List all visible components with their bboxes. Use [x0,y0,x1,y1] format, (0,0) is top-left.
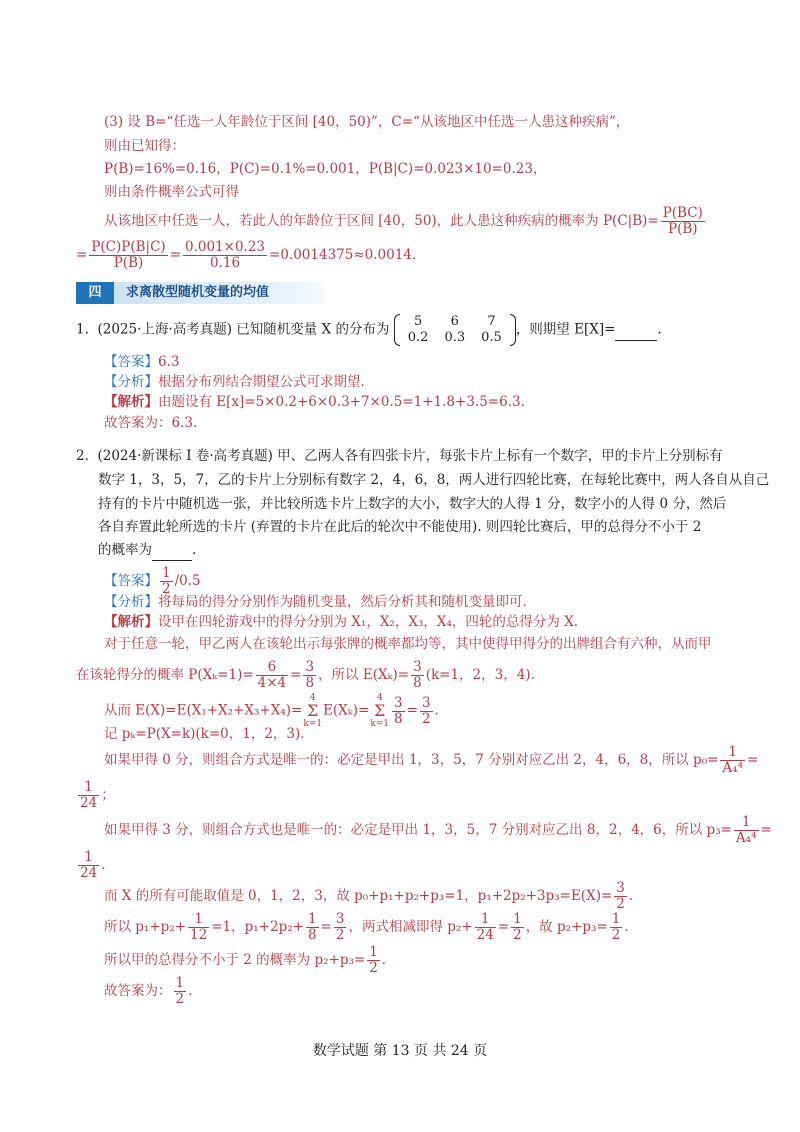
section-header [76,282,324,304]
fraction-pbc-pb: $\frac{P(BC)}{P(B)}$ [662,205,703,237]
fraction-conditional: $\frac{P(C)P(B|C)}{P(B)}$ [91,239,166,271]
part3-line5: 从该地区中任选一人，若此人的年龄位于区间 [40，50)，此人患这种疾病的概率为 P(C|B)= $\frac{P(BC)}{P(B)}$ [104,205,703,237]
answer-blank [152,540,192,561]
q2-s8: 所以 p₁+p₂+ $\frac{1}{12}$ =1，p₁+2p₂+ $\frac{1}{8}$ = $\frac{3}{2}$ ，两式相减即得 p₂+ $\frac{1}{24}$ = $\frac{1}{2}$ ，故 p₂+p₃= $\frac{1}{2}$ . [104,911,629,943]
summation-sign: 4 Σ k=1 [303,693,323,729]
q2-stem-line5: 的概率为 . [98,540,196,561]
q2-s3: 从而 E(X)=E(X₁+X₂+X₃+X₄)=4 Σ k=1E(Xₖ)=4 Σ k=1 $\frac{3}{8}$ = $\frac{3}{2}$ . [104,693,439,729]
q2-s4: 记 pₖ=P(X=k)(k=0，1，2，3). [104,726,305,742]
q2-s7: 而 X 的所有可能取值是 0，1，2，3，故 p₀+p₁+p₂+p₃=1，p₁+2p₂+3p₃=E(X)= $\frac{3}{2}$ . [104,880,634,912]
section-title: 求离散型随机变量的均值 [126,285,270,300]
part3-line6: = $\frac{P(C)P(B|C)}{P(B)}$ = $\frac{0.001\times 0.23}{0.16}$ =0.0014375≈0.0014. [76,239,417,271]
answer-blank [615,320,657,341]
page-footer: 数学试题 第 13 页 共 24 页 [312,1043,488,1059]
fraction-numeric: $\frac{0.001\times 0.23}{0.16}$ [185,239,266,271]
q2-s6: 如果甲得 3 分，则组合方式也是唯一的：必定是甲出 1，3，5，7 分别对应乙出 8，2，4，6，所以 p₃= $\frac{1}{\text{A₄⁴}}$ = [104,814,772,846]
q2-analysis: 【分析】将每局的得分分别作为随机变量，然后分析其和随机变量即可. [104,594,527,610]
q1-answer: 【答案】6.3 [104,354,180,370]
q2-s1: 对于任意一轮，甲乙两人在该轮出示每张牌的概率都均等，其中使得甲得分的出牌组合有六种，从而甲 [104,636,712,652]
q2-stem-line1: 2. (2024·新课标 I 卷·高考真题) 甲、乙两人各有四张卡片，每张卡片上标有一个数字，甲的卡片上分别标有 [76,448,723,464]
section-number: 四 [76,282,114,304]
part3-line2: 则由已知得： [104,138,185,154]
q2-s2: 在该轮得分的概率 P(Xₖ=1)= $\frac{6}{4\times 4}$ = $\frac{3}{8}$ ，所以 E(Xₖ)= $\frac{3}{8}$ (k=1，2，3，4). [76,659,535,691]
q2-s5: 如果甲得 0 分，则组合方式是唯一的：必定是甲出 1，3，5，7 分别对应乙出 2，4，6，8，所以 p₀= $\frac{1}{\text{A₄⁴}}$ = [104,744,759,776]
q2-stem-line2: 数字 1，3，5，7，乙的卡片上分别标有数字 2，4，6，8，两人进行四轮比赛，在每轮比赛中，两人各自从自己 [98,472,770,488]
q1-solution: 【解析】由题设有 E[x]=5×0.2+6×0.3+7×0.5=1+1.8+3.5=6.3. [104,394,525,410]
q2-s10: 故答案为： $\frac{1}{2}$ . [104,975,193,1007]
q2-stem-line4: 各自弃置此轮所选的卡片 (弃置的卡片在此后的轮次中不能使用). 则四轮比赛后，甲的总得分不小于 2 [98,519,702,535]
part3-line1: (3) 设 B=“任选一人年龄位于区间 [40，50)”，C=“从该地区中任选一人患这种疾病”， [104,114,630,130]
part3-line3: P(B)=16%=0.16，P(C)=0.1%=0.001，P(B|C)=0.023×10=0.23， [104,161,547,177]
distribution-matrix: 5 6 7 0.2 0.3 0.5 [394,314,516,346]
q2-solution: 【解析】设甲在四轮游戏中的得分分别为 X₁，X₂，X₃，X₄，四轮的总得分为 X. [104,614,579,630]
q2-s9: 所以甲的总得分不小于 2 的概率为 p₂+p₃= $\frac{1}{2}$ . [104,944,387,976]
q2-s5-cont: $\frac{1}{24}$ ； [80,779,115,811]
q2-stem-line3: 持有的卡片中随机选一张，并比较所选卡片上数字的大小，数字大的人得 1 分，数字小的人得 0 分，然后 [98,496,727,512]
q2-answer: 【答案】 $\frac{1}{2}$ /0.5 [104,565,201,597]
part3-line4: 则由条件概率公式可得 [104,184,239,200]
q1-analysis: 【分析】根据分布列结合期望公式可求期望. [104,374,365,390]
q1-stem: 1. (2025·上海·高考真题) 已知随机变量 X 的分布为 5 6 7 0.2 0.3 0.5 ，则期望 E[X]= . [76,314,662,345]
q1-conclusion: 故答案为：6.3. [104,415,198,431]
q2-s6-cont: $\frac{1}{24}$ . [80,849,106,881]
